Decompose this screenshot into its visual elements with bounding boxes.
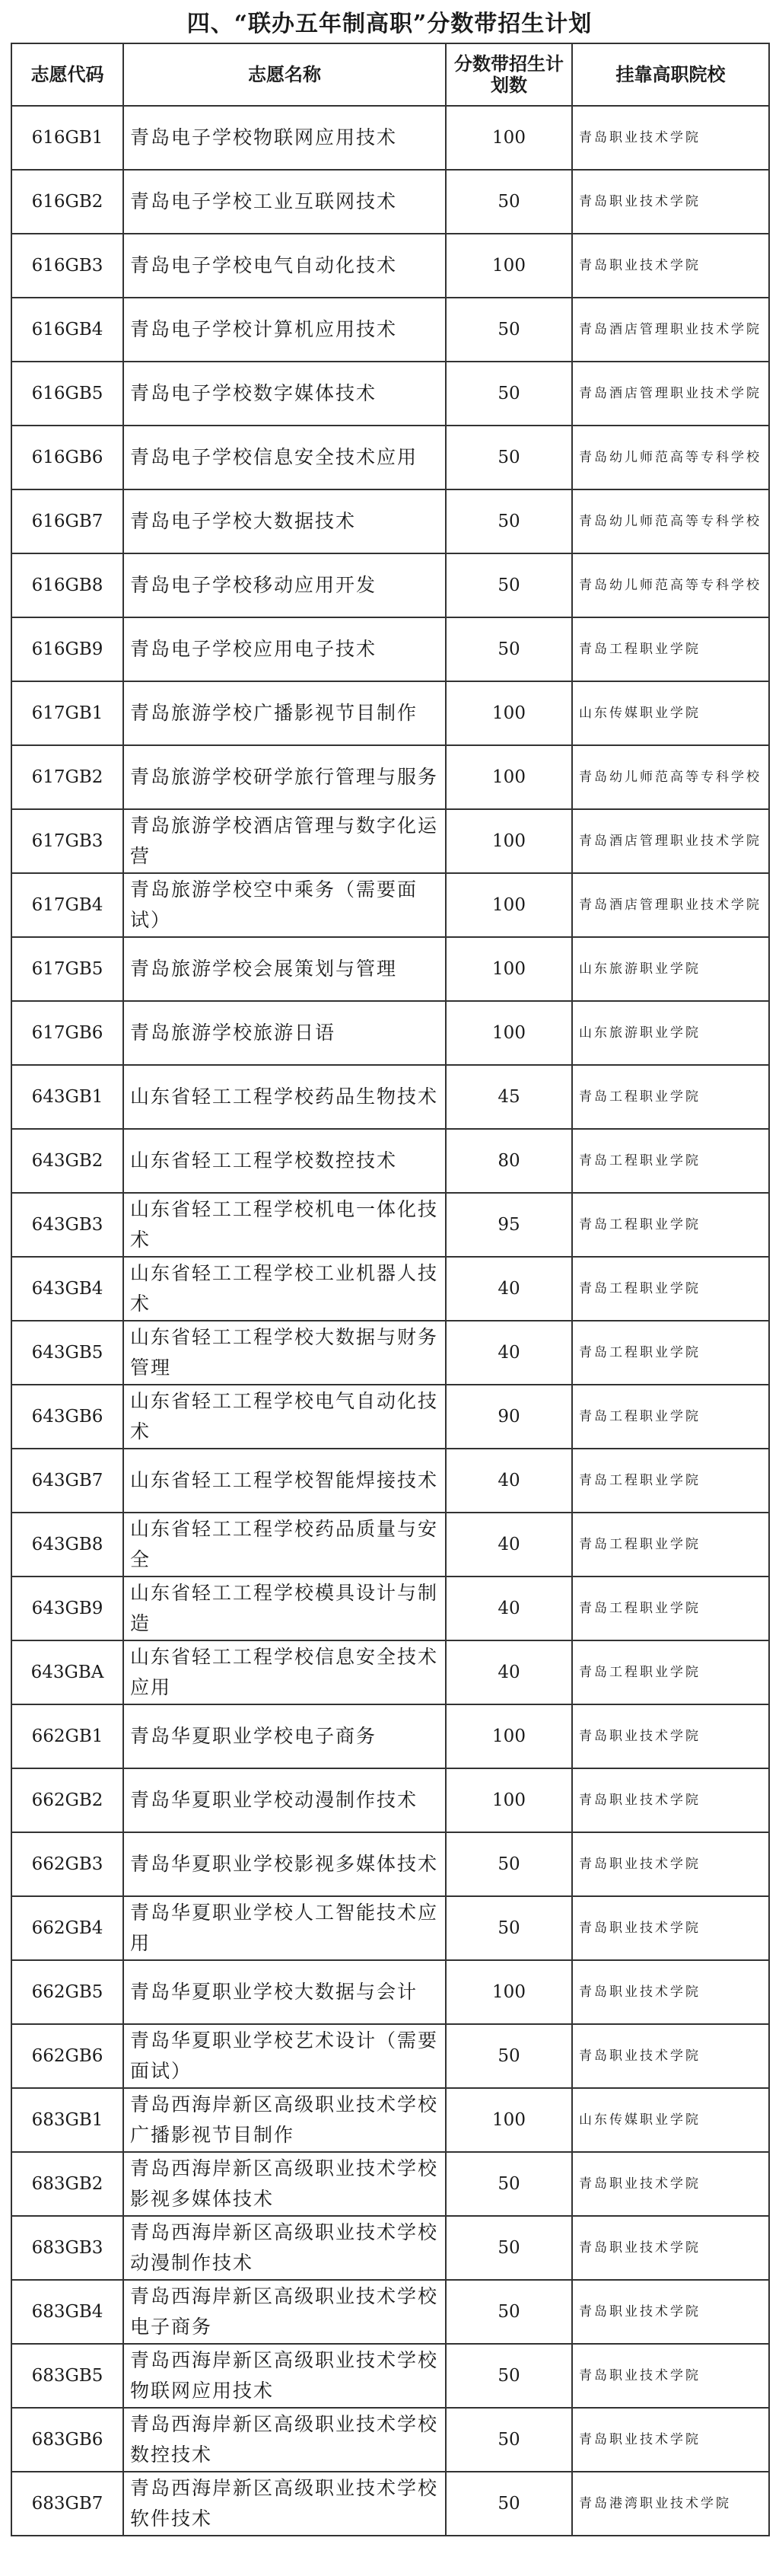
- row-code: 616GB3: [11, 234, 123, 298]
- table-row: [11, 2216, 769, 2280]
- row-code: 617GB4: [11, 873, 123, 937]
- row-program-name: 青岛旅游学校广播影视节目制作: [123, 681, 446, 745]
- row-plan-count: 100: [446, 234, 572, 298]
- row-affiliated-college: 青岛工程职业学院: [572, 1257, 769, 1321]
- table-row: [11, 553, 769, 617]
- row-plan-count: 40: [446, 1321, 572, 1385]
- row-code: 683GB5: [11, 2344, 123, 2408]
- row-code: 662GB5: [11, 1960, 123, 2024]
- row-code: 616GB2: [11, 170, 123, 234]
- table-row: [11, 1704, 769, 1768]
- row-program-name: 山东省轻工工程学校药品质量与安全: [123, 1513, 446, 1577]
- row-code: 617GB2: [11, 745, 123, 809]
- table-row: [11, 1001, 769, 1065]
- row-program-name: 青岛西海岸新区高级职业技术学校软件技术: [123, 2472, 446, 2536]
- row-code: 643GB7: [11, 1449, 123, 1513]
- row-program-name: 青岛华夏职业学校人工智能技术应用: [123, 1896, 446, 1960]
- row-plan-count: 95: [446, 1193, 572, 1257]
- row-affiliated-college: 青岛职业技术学院: [572, 234, 769, 298]
- row-affiliated-college: 青岛职业技术学院: [572, 170, 769, 234]
- row-plan-count: 40: [446, 1513, 572, 1577]
- row-affiliated-college: 山东旅游职业学院: [572, 1001, 769, 1065]
- row-plan-count: 100: [446, 809, 572, 873]
- row-code: 643GB2: [11, 1129, 123, 1193]
- row-program-name: 青岛华夏职业学校影视多媒体技术: [123, 1832, 446, 1896]
- row-code: 683GB7: [11, 2472, 123, 2536]
- row-affiliated-college: 青岛职业技术学院: [572, 1832, 769, 1896]
- row-program-name: 青岛电子学校物联网应用技术: [123, 106, 446, 170]
- table-row: [11, 1129, 769, 1193]
- row-affiliated-college: 青岛港湾职业技术学院: [572, 2472, 769, 2536]
- table-row: [11, 1257, 769, 1321]
- table-row: [11, 873, 769, 937]
- table-row: [11, 1768, 769, 1832]
- row-code: 662GB6: [11, 2024, 123, 2088]
- table-row: [11, 1960, 769, 2024]
- row-affiliated-college: 青岛职业技术学院: [572, 1960, 769, 2024]
- row-plan-count: 100: [446, 1704, 572, 1768]
- row-program-name: 青岛电子学校电气自动化技术: [123, 234, 446, 298]
- row-affiliated-college: 青岛幼儿师范高等专科学校: [572, 426, 769, 489]
- row-plan-count: 50: [446, 298, 572, 362]
- row-code: 643GB1: [11, 1065, 123, 1129]
- row-program-name: 青岛电子学校计算机应用技术: [123, 298, 446, 362]
- row-plan-count: 100: [446, 106, 572, 170]
- row-program-name: 青岛西海岸新区高级职业技术学校动漫制作技术: [123, 2216, 446, 2280]
- row-plan-count: 50: [446, 553, 572, 617]
- row-plan-count: 100: [446, 873, 572, 937]
- row-program-name: 山东省轻工工程学校智能焊接技术: [123, 1449, 446, 1513]
- table-row: [11, 106, 769, 170]
- header-school: 挂靠高职院校: [572, 43, 769, 106]
- row-code: 643GB3: [11, 1193, 123, 1257]
- row-affiliated-college: 青岛酒店管理职业技术学院: [572, 873, 769, 937]
- row-program-name: 青岛旅游学校旅游日语: [123, 1001, 446, 1065]
- row-code: 643GB6: [11, 1385, 123, 1449]
- row-code: 683GB4: [11, 2280, 123, 2344]
- row-code: 662GB1: [11, 1704, 123, 1768]
- table-row: [11, 1065, 769, 1129]
- row-program-name: 青岛电子学校大数据技术: [123, 489, 446, 553]
- row-program-name: 山东省轻工工程学校大数据与财务管理: [123, 1321, 446, 1385]
- row-affiliated-college: 青岛工程职业学院: [572, 1129, 769, 1193]
- row-code: 616GB4: [11, 298, 123, 362]
- row-plan-count: 50: [446, 1896, 572, 1960]
- row-affiliated-college: 山东旅游职业学院: [572, 937, 769, 1001]
- row-program-name: 山东省轻工工程学校工业机器人技术: [123, 1257, 446, 1321]
- row-code: 616GB1: [11, 106, 123, 170]
- row-program-name: 青岛西海岸新区高级职业技术学校广播影视节目制作: [123, 2088, 446, 2152]
- row-program-name: 青岛华夏职业学校大数据与会计: [123, 1960, 446, 2024]
- row-code: 643GB5: [11, 1321, 123, 1385]
- row-program-name: 青岛华夏职业学校动漫制作技术: [123, 1768, 446, 1832]
- enrollment-plan-table: [11, 43, 770, 2536]
- row-affiliated-college: 青岛幼儿师范高等专科学校: [572, 489, 769, 553]
- table-row: [11, 1513, 769, 1577]
- row-code: 662GB3: [11, 1832, 123, 1896]
- row-code: 616GB5: [11, 362, 123, 426]
- row-code: 617GB1: [11, 681, 123, 745]
- row-code: 617GB5: [11, 937, 123, 1001]
- row-affiliated-college: 青岛工程职业学院: [572, 1385, 769, 1449]
- row-program-name: 山东省轻工工程学校电气自动化技术: [123, 1385, 446, 1449]
- table-row: [11, 489, 769, 553]
- row-affiliated-college: 青岛职业技术学院: [572, 2216, 769, 2280]
- table-row: [11, 2088, 769, 2152]
- row-affiliated-college: 青岛职业技术学院: [572, 2280, 769, 2344]
- table-row: [11, 1832, 769, 1896]
- row-plan-count: 50: [446, 426, 572, 489]
- row-program-name: 青岛华夏职业学校艺术设计（需要面试）: [123, 2024, 446, 2088]
- table-row: [11, 617, 769, 681]
- row-plan-count: 50: [446, 170, 572, 234]
- row-affiliated-college: 青岛职业技术学院: [572, 2344, 769, 2408]
- row-program-name: 青岛电子学校数字媒体技术: [123, 362, 446, 426]
- row-affiliated-college: 山东传媒职业学院: [572, 681, 769, 745]
- row-affiliated-college: 青岛工程职业学院: [572, 1577, 769, 1640]
- row-code: 616GB9: [11, 617, 123, 681]
- row-program-name: 山东省轻工工程学校药品生物技术: [123, 1065, 446, 1129]
- row-affiliated-college: 青岛工程职业学院: [572, 1513, 769, 1577]
- table-row: [11, 1577, 769, 1640]
- page-title: 四、“联办五年制高职”分数带招生计划: [186, 11, 593, 37]
- row-plan-count: 50: [446, 2216, 572, 2280]
- row-affiliated-college: 青岛职业技术学院: [572, 1704, 769, 1768]
- row-affiliated-college: 青岛工程职业学院: [572, 1449, 769, 1513]
- row-code: 616GB7: [11, 489, 123, 553]
- row-program-name: 青岛旅游学校酒店管理与数字化运营: [123, 809, 446, 873]
- table-row: [11, 745, 769, 809]
- row-program-name: 青岛旅游学校空中乘务（需要面试）: [123, 873, 446, 937]
- table-row: [11, 681, 769, 745]
- row-code: 616GB8: [11, 553, 123, 617]
- row-affiliated-college: 青岛酒店管理职业技术学院: [572, 362, 769, 426]
- table-row: [11, 426, 769, 489]
- row-code: 617GB6: [11, 1001, 123, 1065]
- row-affiliated-college: 青岛幼儿师范高等专科学校: [572, 553, 769, 617]
- row-affiliated-college: 山东传媒职业学院: [572, 2088, 769, 2152]
- row-affiliated-college: 青岛工程职业学院: [572, 1193, 769, 1257]
- row-code: 683GB3: [11, 2216, 123, 2280]
- row-code: 643GB9: [11, 1577, 123, 1640]
- row-code: 683GB2: [11, 2152, 123, 2216]
- header-plan: 分数带招生计划数: [446, 43, 572, 106]
- row-plan-count: 100: [446, 681, 572, 745]
- table-row: [11, 2344, 769, 2408]
- row-affiliated-college: 青岛工程职业学院: [572, 1321, 769, 1385]
- table-row: [11, 2280, 769, 2344]
- row-plan-count: 100: [446, 745, 572, 809]
- row-plan-count: 80: [446, 1129, 572, 1193]
- row-program-name: 青岛电子学校工业互联网技术: [123, 170, 446, 234]
- row-plan-count: 100: [446, 1001, 572, 1065]
- table-row: [11, 1193, 769, 1257]
- row-plan-count: 50: [446, 2344, 572, 2408]
- row-code: 617GB3: [11, 809, 123, 873]
- table-row: [11, 170, 769, 234]
- row-code: 643GBA: [11, 1640, 123, 1704]
- row-plan-count: 50: [446, 2024, 572, 2088]
- table-row: [11, 234, 769, 298]
- row-program-name: 青岛旅游学校会展策划与管理: [123, 937, 446, 1001]
- table-row: [11, 2472, 769, 2536]
- row-plan-count: 40: [446, 1449, 572, 1513]
- row-code: 643GB4: [11, 1257, 123, 1321]
- table-row: [11, 1385, 769, 1449]
- table-row: [11, 298, 769, 362]
- row-affiliated-college: 青岛职业技术学院: [572, 2152, 769, 2216]
- table-row: [11, 1449, 769, 1513]
- row-affiliated-college: 青岛职业技术学院: [572, 1768, 769, 1832]
- row-program-name: 山东省轻工工程学校信息安全技术应用: [123, 1640, 446, 1704]
- table-row: [11, 2408, 769, 2472]
- row-affiliated-college: 青岛工程职业学院: [572, 1640, 769, 1704]
- table-row: [11, 937, 769, 1001]
- row-affiliated-college: 青岛酒店管理职业技术学院: [572, 809, 769, 873]
- table-header-row: [11, 43, 769, 106]
- row-program-name: 山东省轻工工程学校机电一体化技术: [123, 1193, 446, 1257]
- row-plan-count: 40: [446, 1640, 572, 1704]
- row-affiliated-college: 青岛工程职业学院: [572, 1065, 769, 1129]
- row-code: 683GB6: [11, 2408, 123, 2472]
- row-affiliated-college: 青岛职业技术学院: [572, 2024, 769, 2088]
- row-program-name: 青岛旅游学校研学旅行管理与服务: [123, 745, 446, 809]
- row-program-name: 青岛西海岸新区高级职业技术学校数控技术: [123, 2408, 446, 2472]
- row-program-name: 山东省轻工工程学校模具设计与制造: [123, 1577, 446, 1640]
- row-plan-count: 50: [446, 617, 572, 681]
- row-plan-count: 50: [446, 2472, 572, 2536]
- row-plan-count: 100: [446, 1768, 572, 1832]
- row-code: 616GB6: [11, 426, 123, 489]
- table-row: [11, 1640, 769, 1704]
- row-plan-count: 45: [446, 1065, 572, 1129]
- row-affiliated-college: 青岛幼儿师范高等专科学校: [572, 745, 769, 809]
- row-program-name: 青岛西海岸新区高级职业技术学校影视多媒体技术: [123, 2152, 446, 2216]
- header-name: 志愿名称: [123, 43, 446, 106]
- row-program-name: 青岛电子学校应用电子技术: [123, 617, 446, 681]
- row-plan-count: 50: [446, 362, 572, 426]
- row-affiliated-college: 青岛职业技术学院: [572, 1896, 769, 1960]
- row-plan-count: 90: [446, 1385, 572, 1449]
- row-plan-count: 50: [446, 2280, 572, 2344]
- row-affiliated-college: 青岛职业技术学院: [572, 2408, 769, 2472]
- row-plan-count: 50: [446, 2152, 572, 2216]
- header-code: 志愿代码: [11, 43, 123, 106]
- row-plan-count: 40: [446, 1577, 572, 1640]
- row-plan-count: 100: [446, 2088, 572, 2152]
- table-row: [11, 2152, 769, 2216]
- row-affiliated-college: 青岛职业技术学院: [572, 106, 769, 170]
- row-plan-count: 40: [446, 1257, 572, 1321]
- row-code: 662GB2: [11, 1768, 123, 1832]
- row-code: 643GB8: [11, 1513, 123, 1577]
- table-row: [11, 1321, 769, 1385]
- row-affiliated-college: 青岛工程职业学院: [572, 617, 769, 681]
- row-code: 662GB4: [11, 1896, 123, 1960]
- row-plan-count: 100: [446, 937, 572, 1001]
- row-affiliated-college: 青岛酒店管理职业技术学院: [572, 298, 769, 362]
- table-row: [11, 1896, 769, 1960]
- row-program-name: 青岛西海岸新区高级职业技术学校电子商务: [123, 2280, 446, 2344]
- row-program-name: 青岛西海岸新区高级职业技术学校物联网应用技术: [123, 2344, 446, 2408]
- table-body: [11, 106, 769, 2536]
- table-row: [11, 362, 769, 426]
- row-program-name: 青岛华夏职业学校电子商务: [123, 1704, 446, 1768]
- row-plan-count: 100: [446, 1960, 572, 2024]
- row-program-name: 山东省轻工工程学校数控技术: [123, 1129, 446, 1193]
- table-row: [11, 809, 769, 873]
- table-row: [11, 2024, 769, 2088]
- row-plan-count: 50: [446, 1832, 572, 1896]
- row-plan-count: 50: [446, 2408, 572, 2472]
- row-code: 683GB1: [11, 2088, 123, 2152]
- row-program-name: 青岛电子学校信息安全技术应用: [123, 426, 446, 489]
- row-program-name: 青岛电子学校移动应用开发: [123, 553, 446, 617]
- row-plan-count: 50: [446, 489, 572, 553]
